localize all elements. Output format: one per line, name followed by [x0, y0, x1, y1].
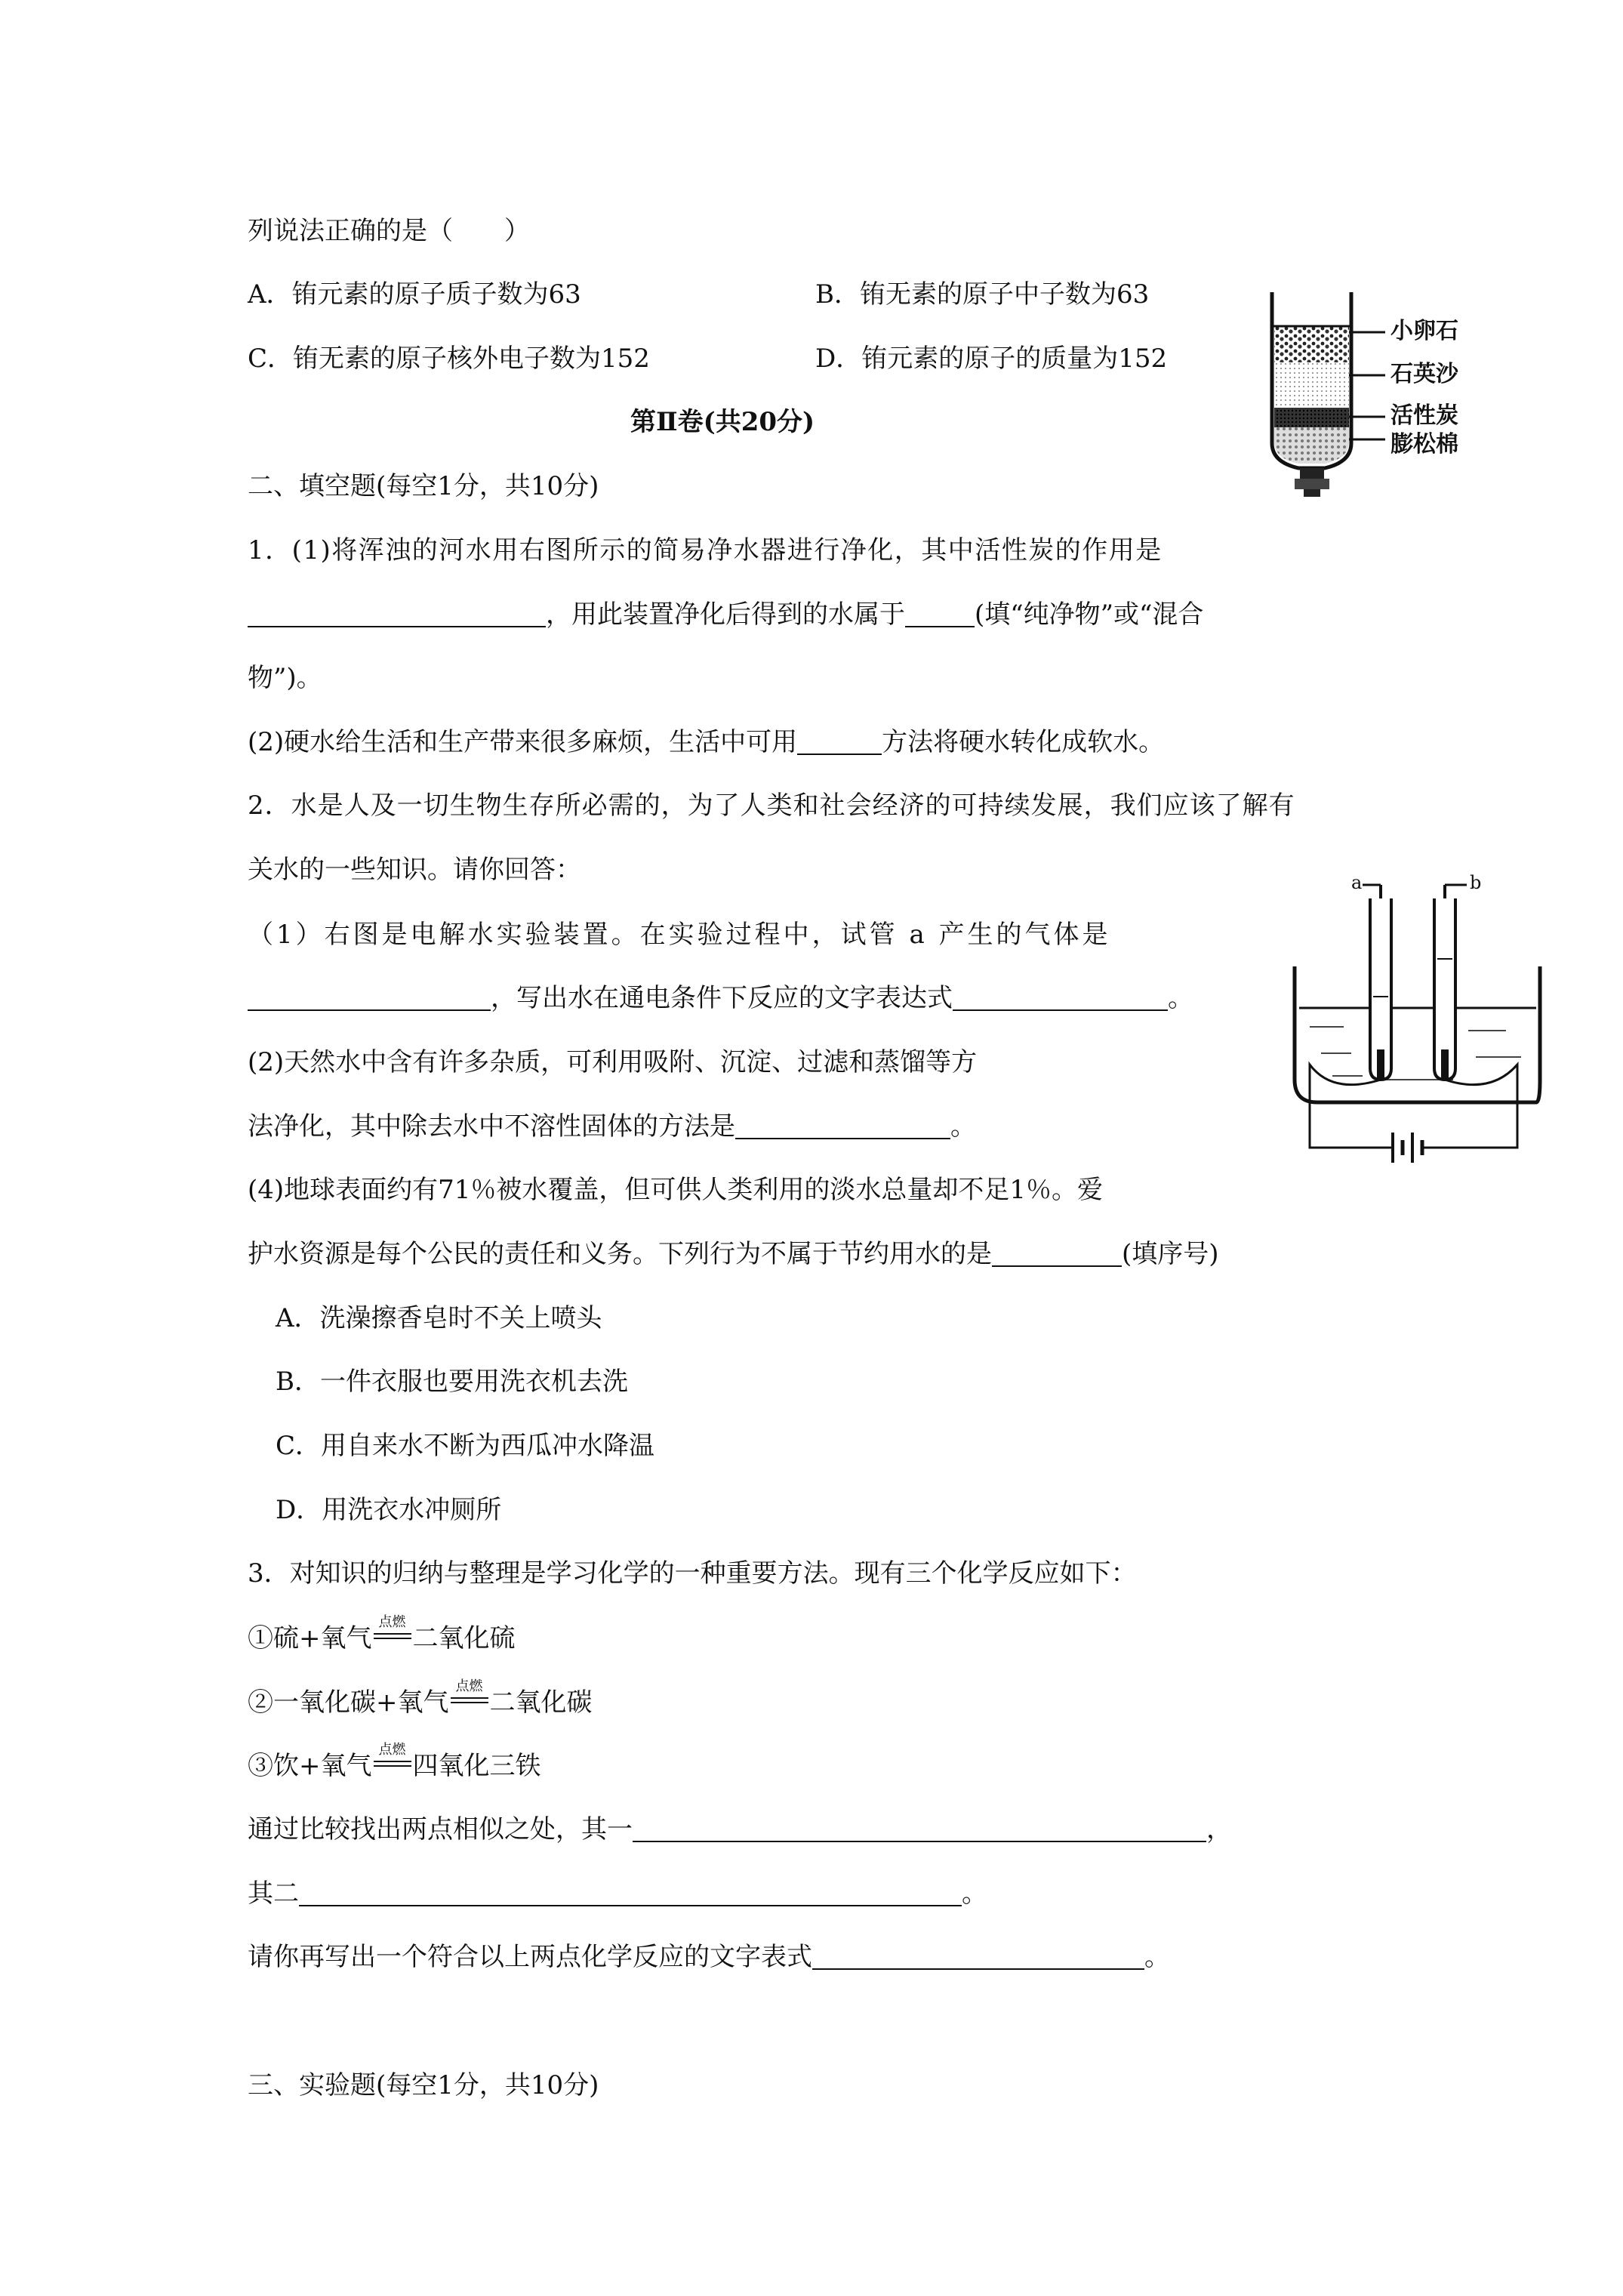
- experiment-section-title: 三、实验题(每空1分，共10分): [248, 2070, 599, 2100]
- q2-part2b: 法净化，其中除去水中不溶性固体的方法是 。: [248, 1111, 976, 1142]
- option-d: D．铕元素的原子的质量为152: [815, 344, 1168, 374]
- answer-blank[interactable]: [299, 1878, 962, 1906]
- q2-option-c: C．用自来水不断为西瓜冲水降温: [276, 1431, 655, 1461]
- q1-line3: 物”)。: [248, 663, 322, 693]
- q3-second: 其二 。: [248, 1878, 987, 1909]
- answer-blank[interactable]: [812, 1941, 1144, 1970]
- q3-line1: 3．对知识的归纳与整理是学习化学的一种重要方法。现有三个化学反应如下：: [248, 1558, 1137, 1589]
- answer-blank[interactable]: [953, 982, 1168, 1011]
- water-filter-figure: [1257, 281, 1510, 500]
- reaction-condition: 点燃: [372, 1747, 413, 1777]
- option-a: A．铕元素的原子质子数为63: [248, 279, 581, 310]
- reaction-2: ②一氧化碳+氧气 点燃 二氧化碳: [248, 1678, 593, 1718]
- filter-label-activated-carbon: 活性炭: [1390, 402, 1458, 429]
- filter-label-cotton: 膨松棉: [1390, 431, 1458, 458]
- section-title: 第Ⅱ卷(共20分): [630, 407, 815, 437]
- q2-line1: 2．水是人及一切生物生存所必需的，为了人类和社会经济的可持续发展，我们应该了解有: [248, 791, 1295, 821]
- fill-section-title: 二、填空题(每空1分，共10分): [248, 471, 599, 501]
- reaction-3: ③饮+氧气 点燃 四氧化三铁: [248, 1742, 541, 1781]
- q2-line2: 关水的一些知识。请你回答：: [248, 855, 581, 885]
- q1-line1: 1．(1)将浑浊的河水用右图所示的简易净水器进行净化，其中活性炭的作用是: [248, 535, 1163, 566]
- q2-option-a: A．洗澡擦香皂时不关上喷头: [276, 1303, 602, 1333]
- q1-line2: ，用此装置净化后得到的水属于 (填“纯净物”或“混合: [248, 596, 1203, 633]
- filter-label-pebbles: 小卵石: [1390, 318, 1458, 344]
- q2-part1: （1）右图是电解水实验装置。在实验过程中，试管 a 产生的气体是: [248, 920, 1111, 950]
- answer-blank[interactable]: [248, 982, 491, 1011]
- answer-blank[interactable]: [633, 1814, 1206, 1842]
- q1-part2: (2)硬水给生活和生产带来很多麻烦，生活中可用 方法将硬水转化成软水。: [248, 727, 1165, 757]
- question-intro: 列说法正确的是（ ）: [248, 216, 530, 246]
- q2-part2: (2)天然水中含有许多杂质，可利用吸附、沉淀、过滤和蒸馏等方: [248, 1047, 978, 1077]
- q2-option-d: D．用洗衣水冲厕所: [276, 1495, 502, 1525]
- answer-blank[interactable]: [992, 1238, 1122, 1267]
- q2-part1b: ，写出水在通电条件下反应的文字表达式 。: [248, 980, 1193, 1016]
- answer-blank[interactable]: [797, 726, 882, 755]
- option-c: C．铕无素的原子核外电子数为152: [248, 344, 650, 374]
- answer-blank[interactable]: [248, 599, 546, 627]
- q3-write: 请你再写出一个符合以上两点化学反应的文字表式 。: [248, 1942, 1170, 1972]
- tube-label-a: a: [1351, 872, 1363, 893]
- q2-part4b: 护水资源是每个公民的责任和义务。下列行为不属于节约用水的是 (填序号): [248, 1239, 1219, 1269]
- answer-blank[interactable]: [735, 1111, 950, 1139]
- option-b: B．铕无素的原子中子数为63: [815, 279, 1150, 310]
- electrolysis-apparatus-icon: [1280, 876, 1559, 1193]
- q2-option-b: B．一件衣服也要用洗衣机去洗: [276, 1367, 628, 1397]
- reaction-condition: 点燃: [449, 1684, 490, 1714]
- reaction-condition: 点燃: [372, 1620, 413, 1650]
- answer-blank[interactable]: [905, 599, 975, 627]
- q3-compare: 通过比较找出两点相似之处，其一 ，: [248, 1814, 1232, 1845]
- filter-label-quartz-sand: 石英沙: [1390, 361, 1458, 387]
- water-filter-icon: [1257, 281, 1510, 500]
- q2-part4: (4)地球表面约有71％被水覆盖，但可供人类利用的淡水总量却不足1％。爱: [248, 1175, 1104, 1205]
- electrolysis-figure: [1280, 872, 1559, 1193]
- reaction-1: ①硫+氧气 点燃 二氧化硫: [248, 1614, 516, 1653]
- tube-label-b: b: [1470, 872, 1482, 893]
